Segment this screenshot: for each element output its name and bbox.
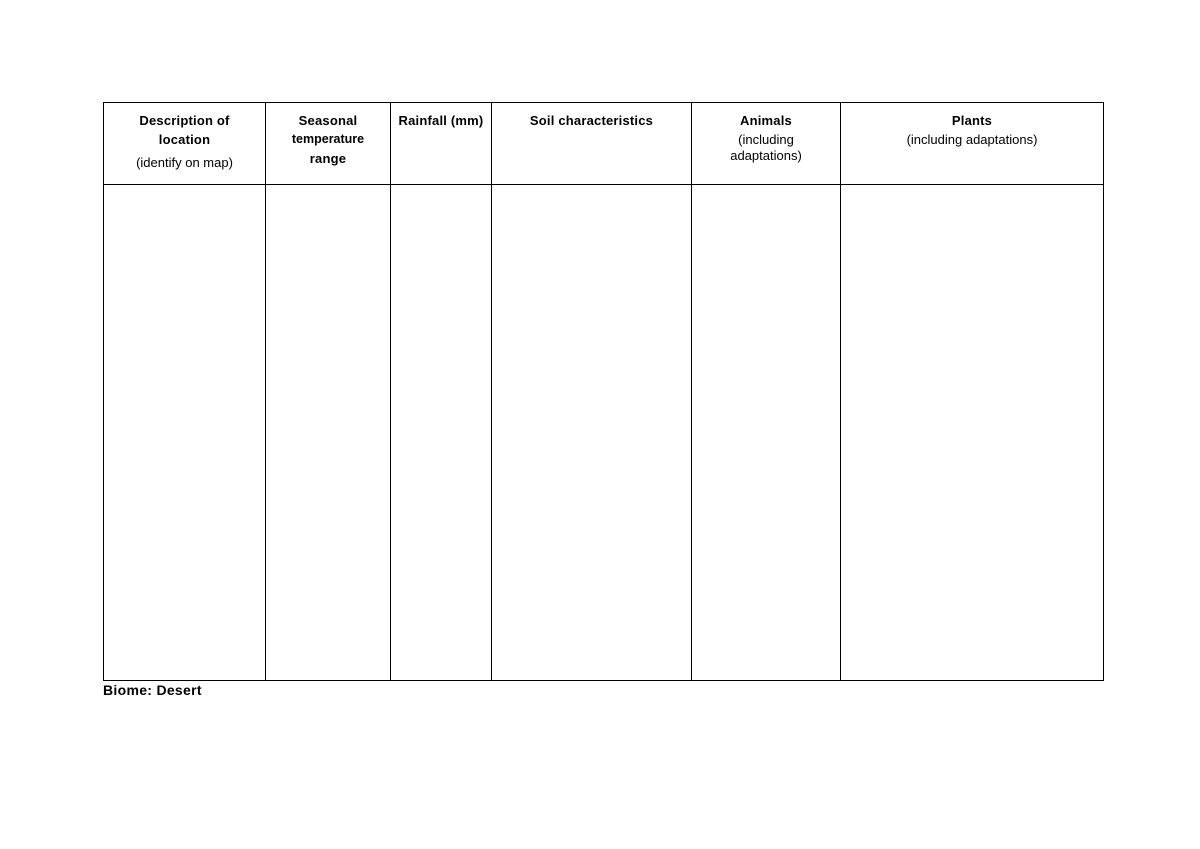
- header-title-line: Seasonal: [298, 113, 358, 128]
- header-title: Plants: [951, 113, 993, 128]
- biome-caption: Biome: Desert: [103, 682, 202, 698]
- header-title-line: temperature: [291, 132, 365, 146]
- header-title-line: Description of: [139, 113, 230, 128]
- cell-description-of-location: [104, 185, 266, 681]
- header-title: Animals: [740, 113, 792, 128]
- header-seasonal-temperature-range: [266, 103, 391, 185]
- cell-seasonal-temperature-range: [266, 185, 391, 681]
- header-subtitle: (identify on map): [136, 155, 233, 170]
- table-header-row: [104, 103, 1104, 185]
- header-subtitle: (including adaptations): [906, 132, 1038, 147]
- cell-rainfall: [391, 185, 492, 681]
- header-description-of-location: [104, 103, 266, 185]
- header-animals: [692, 103, 841, 185]
- header-rainfall: [391, 103, 492, 185]
- header-title: Rainfall (mm): [398, 113, 484, 128]
- header-soil-characteristics: [492, 103, 692, 185]
- cell-plants: [841, 185, 1104, 681]
- cell-soil-characteristics: [492, 185, 692, 681]
- cell-animals: [692, 185, 841, 681]
- biome-table: [103, 102, 1104, 681]
- table-row: [104, 185, 1104, 681]
- header-title: Soil characteristics: [529, 113, 654, 128]
- header-title-line: range: [309, 151, 347, 166]
- header-title-line: location: [158, 132, 211, 147]
- header-subtitle: (including: [738, 132, 794, 147]
- header-subtitle: adaptations): [730, 148, 802, 163]
- header-plants: [841, 103, 1104, 185]
